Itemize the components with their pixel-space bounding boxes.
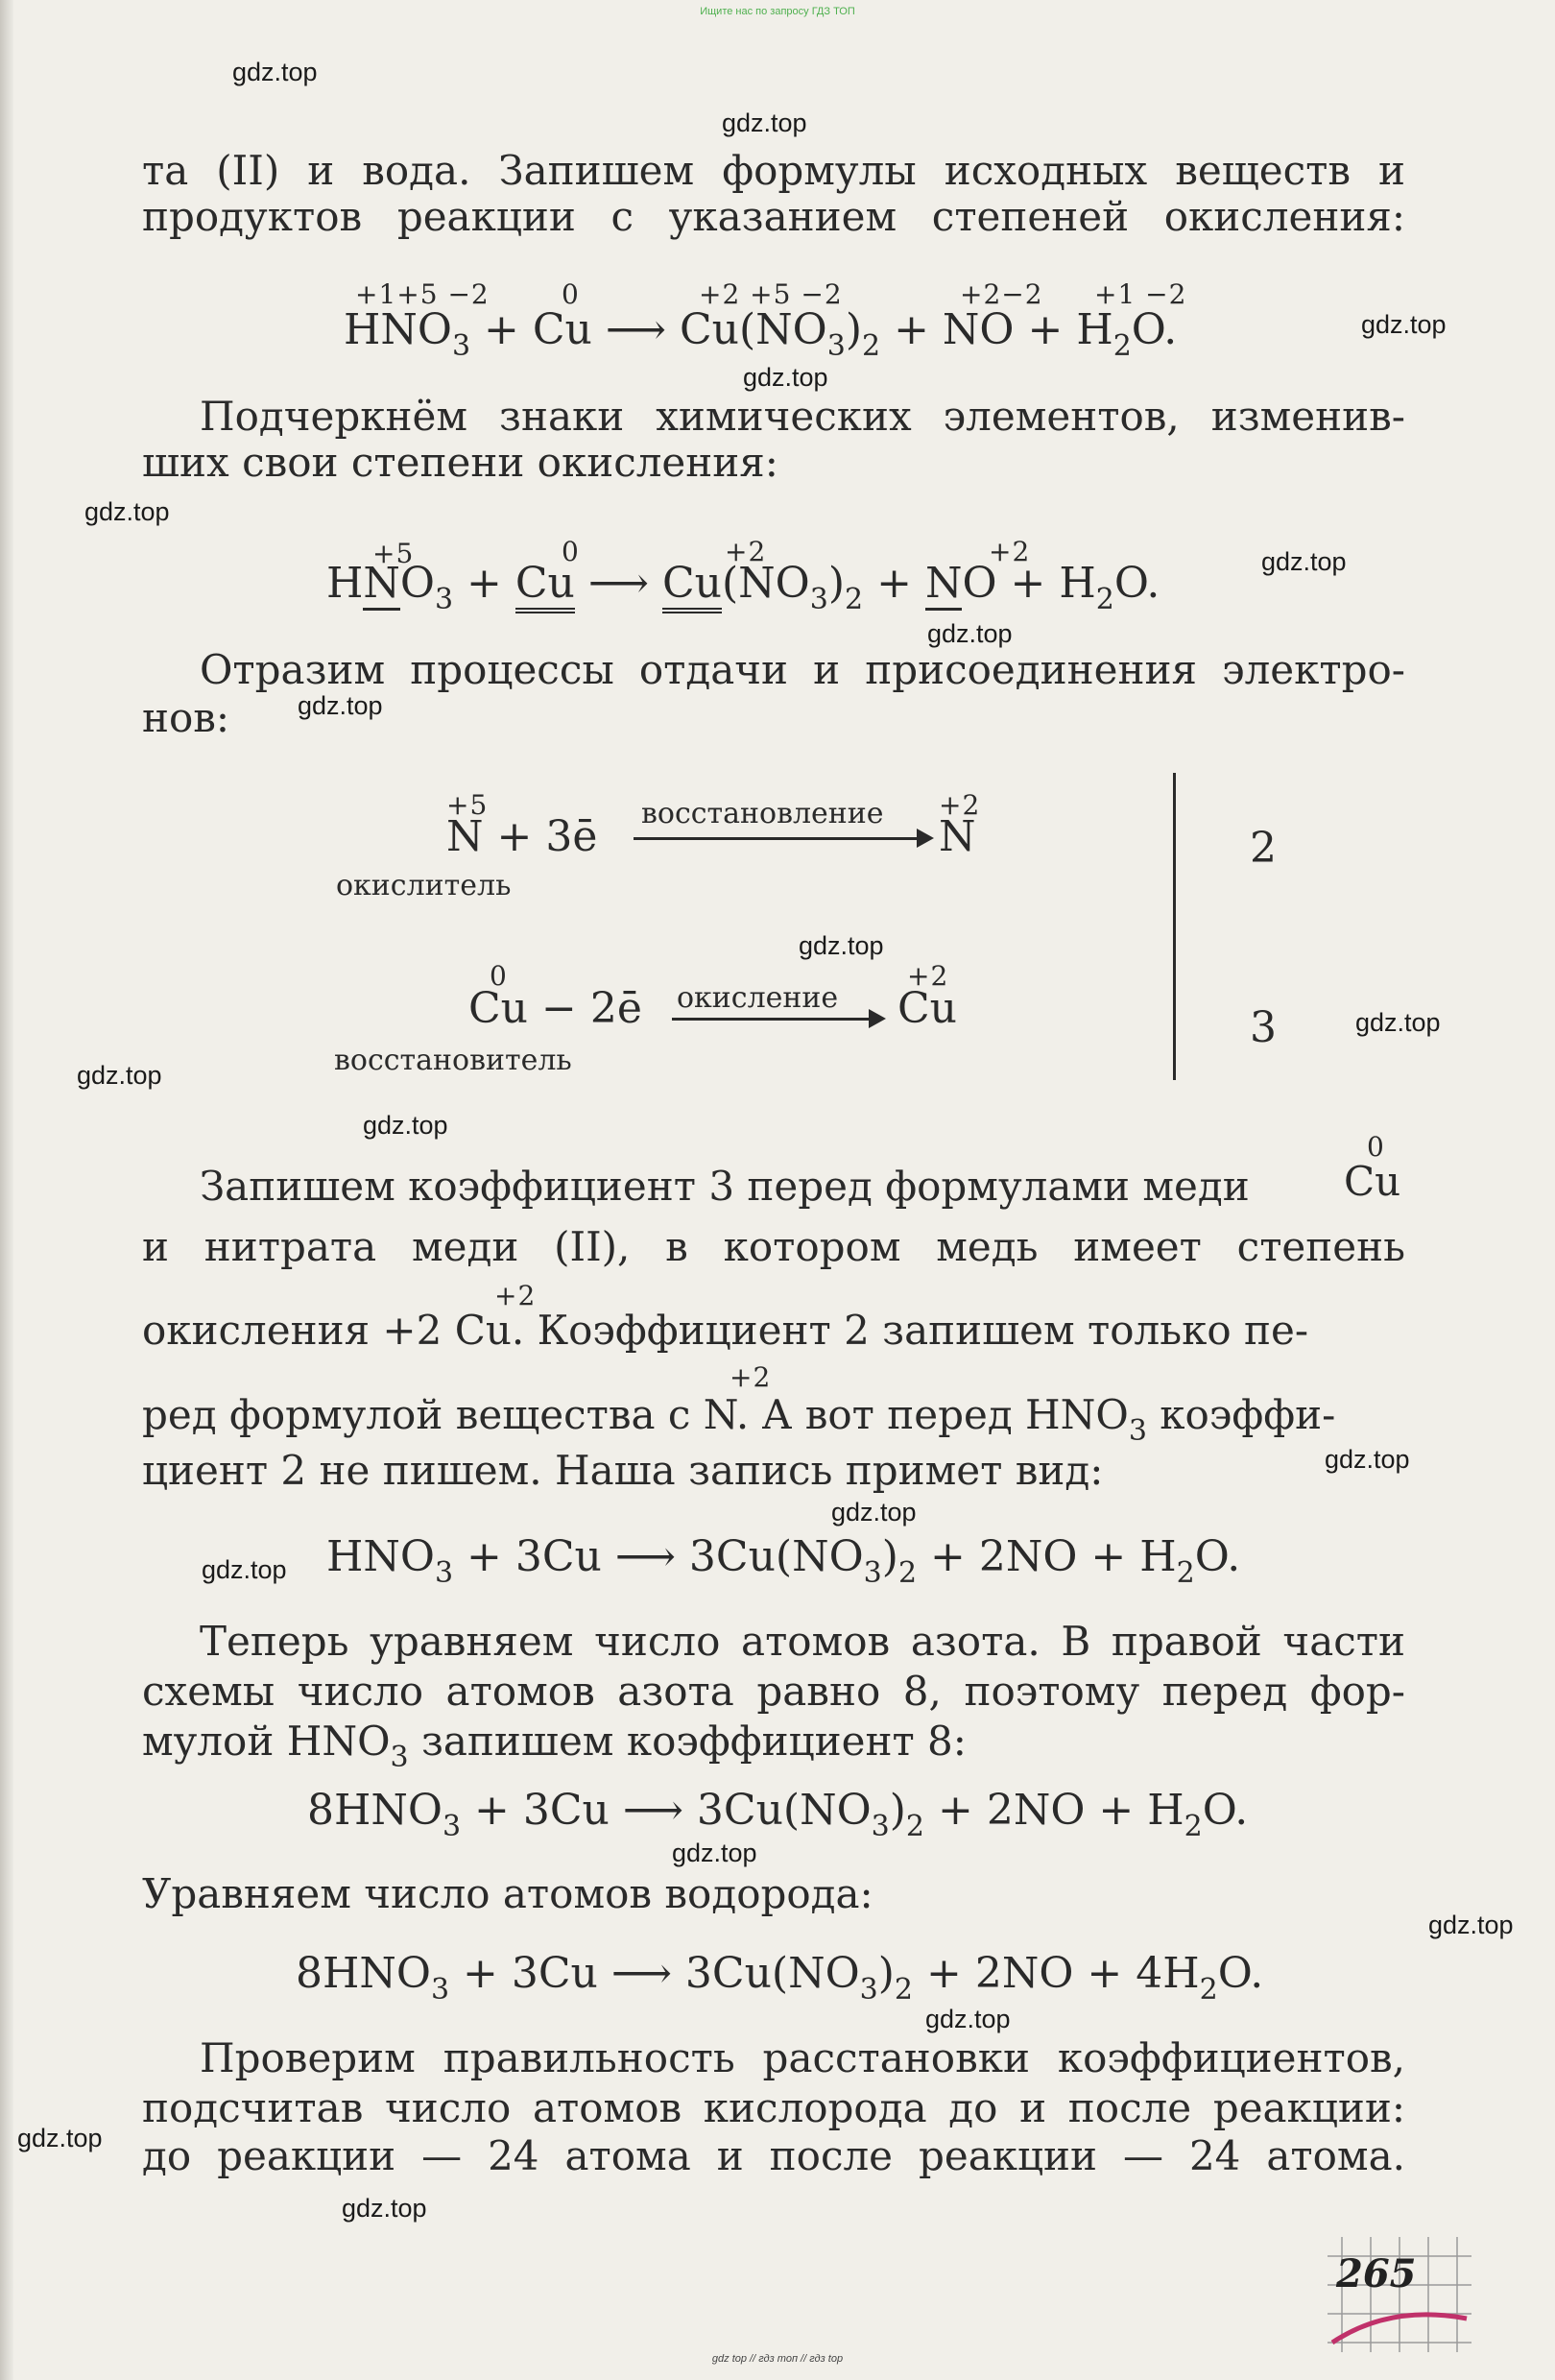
text-line: схемы число атомов азота равно 8, поэтому перед фор-: [142, 1668, 1405, 1715]
watermark: gdz.top: [298, 691, 383, 720]
watermark: gdz.top: [743, 363, 828, 392]
watermark: gdz.top: [17, 2124, 103, 2152]
page-number: 265: [1336, 2251, 1417, 2296]
watermark: gdz.top: [831, 1498, 917, 1527]
text-line: продуктов реакции с указанием степеней окисления:: [142, 193, 1405, 240]
ox-state: +1 −2: [1094, 278, 1187, 310]
ox-state: 0: [490, 960, 508, 992]
equation-3: $HNO_3 + 3Cu$ ⟶ $3Cu(NO_3)_2 + 2NO + H_2O$.: [326, 1532, 1241, 1590]
equation-1: $HNO_3 + Cu$ ⟶ $Cu(NO_3)_2$ + NO + $H_2O$.: [344, 305, 1178, 363]
text-line: и нитрата меди (II), в котором медь имеет степень: [142, 1223, 1405, 1270]
balance-divider: [1173, 773, 1176, 1080]
watermark: gdz.top: [202, 1555, 287, 1584]
bottom-banner: gdz top // гдз топ // гдз top: [711, 2353, 844, 2365]
ox-state: +2: [730, 1361, 772, 1393]
reduction-left: N + 3ē: [446, 812, 598, 861]
text-line: Подчеркнём знаки химических элементов, изменив-: [200, 393, 1405, 440]
text-line: ших свои степени окисления:: [142, 439, 778, 486]
reduction-label: восстановление: [641, 797, 884, 830]
ox-state: +2: [907, 960, 949, 992]
oxidizer-label: окислитель: [336, 869, 512, 902]
coefficient: 3: [1250, 1003, 1277, 1052]
text-line: ред формулой вещества с N. А вот перед $HNO_3$ коэффи-: [142, 1391, 1336, 1448]
ox-state: +1+5 −2: [355, 278, 490, 310]
ox-state: +2−2: [960, 278, 1043, 310]
text-line: Уравняем число атомов водорода:: [142, 1870, 873, 1917]
text-line: Проверим правильность расстановки коэффициентов,: [200, 2034, 1405, 2081]
watermark: gdz.top: [1428, 1911, 1514, 1939]
reducer-label: восстановитель: [334, 1044, 572, 1077]
ox-state: +5: [372, 538, 415, 569]
ox-state: +2: [989, 536, 1031, 567]
text-line: мулой $HNO_3$ запишем коэффициент 8:: [142, 1718, 967, 1774]
text-line: циент 2 не пишем. Наша запись примет вид:: [142, 1447, 1104, 1494]
reduction-right: N: [939, 812, 976, 861]
ox-state: +5: [446, 789, 489, 821]
oxidation-label: окисление: [677, 981, 839, 1015]
arrow-head-icon: [869, 1009, 886, 1028]
watermark: gdz.top: [722, 108, 807, 137]
text-line: окисления +2 Cu. Коэффициент 2 запишем только пе-: [142, 1307, 1309, 1354]
ox-state: +2: [939, 789, 981, 821]
watermark: gdz.top: [927, 619, 1013, 648]
equation-2: $HNO_3 + Cu$ ⟶ $Cu(NO_3)_2$ + NO + $H_2O$.: [326, 559, 1160, 616]
watermark: gdz.top: [1325, 1445, 1410, 1474]
ox-state: +2: [725, 536, 767, 567]
text-line: до реакции — 24 атома и после реакции — 24 атома.: [142, 2132, 1405, 2179]
arrow-head-icon: [917, 829, 934, 848]
top-banner: Ищите нас по запросу ГДЗ ТОП: [700, 6, 855, 17]
text-line: Запишем коэффициент 3 перед формулами меди: [200, 1163, 1250, 1210]
text-line: та (II) и вода. Запишем формулы исходных веществ и: [142, 147, 1405, 194]
watermark: gdz.top: [1361, 310, 1447, 339]
arrow: [672, 1018, 873, 1021]
ox-state: +2: [494, 1280, 537, 1311]
watermark: gdz.top: [1355, 1008, 1441, 1037]
text-line: Теперь уравняем число атомов азота. В правой части: [200, 1618, 1405, 1665]
ox-state: 0: [562, 278, 580, 310]
ox-state: 0: [1367, 1131, 1385, 1163]
text-line: подсчитав число атомов кислорода до и после реакции:: [142, 2084, 1405, 2131]
equation-4: $8HNO_3 + 3Cu$ ⟶ $3Cu(NO_3)_2 + 2NO + H_2O$.: [307, 1786, 1249, 1843]
oxidation-right: Cu: [897, 984, 958, 1033]
oxidation-left: Cu − 2ē: [468, 984, 642, 1033]
equation-5: $8HNO_3 + 3Cu$ ⟶ $3Cu(NO_3)_2 + 2NO + 4H_2O$.: [296, 1949, 1264, 2007]
ox-state: +2 +5 −2: [699, 278, 843, 310]
arrow: [634, 837, 921, 840]
text-line: нов:: [142, 694, 230, 741]
watermark: gdz.top: [232, 58, 318, 86]
watermark: gdz.top: [672, 1839, 757, 1867]
watermark: gdz.top: [799, 931, 884, 960]
inline-formula: Cu: [1344, 1158, 1401, 1205]
watermark: gdz.top: [77, 1061, 162, 1090]
coefficient: 2: [1250, 824, 1277, 873]
page-edge: [0, 0, 13, 2380]
ox-state: 0: [562, 536, 580, 567]
watermark: gdz.top: [925, 2005, 1011, 2033]
watermark: gdz.top: [84, 497, 170, 526]
watermark: gdz.top: [1261, 547, 1347, 576]
text-line: Отразим процессы отдачи и присоединения электро-: [200, 646, 1405, 693]
watermark: gdz.top: [342, 2194, 427, 2223]
watermark: gdz.top: [363, 1111, 448, 1140]
